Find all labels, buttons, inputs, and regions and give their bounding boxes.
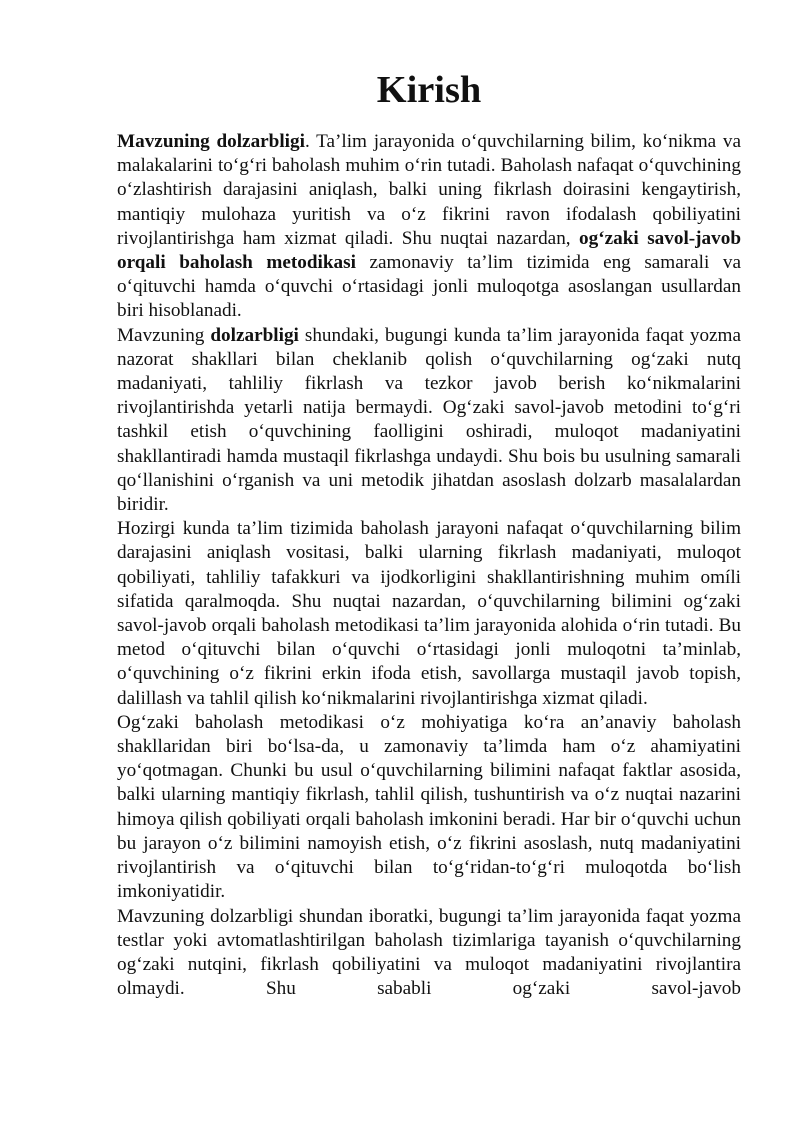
paragraph-5: Mavzuning dolzarbligi shundan iboratki, bugungi ta’lim jarayonida faqat yozma testlar yoki avtomatlashtirilgan baholash tizimlariga tayanish o‘quvchilarning og‘zaki nutqini, fikrlash qobiliyatini va muloqot madaniyatini rivojlantira olmaydi. Shu sababli og‘zaki savol-javob <box>117 905 741 1000</box>
paragraph-2-text-b: shundaki, bugungi kunda ta’lim jarayonida faqat yozma nazorat shakllari bilan cheklanib qolish o‘quvchilarning og‘zaki nutq madaniyati, tahliliy fikrlash va tezkor javob berish ko‘nikmalarini rivojlantirishda yetarli natija bermaydi. Og‘zaki savol-javob metodini to‘g‘ri tashkil etish o‘quvchining faolligini oshiradi, muloqot madaniyatini shakllantiradi hamda mustaqil fikrlashga undaydi. Shu bois bu usulning samarali qo‘llanishini o‘rganish va uni metodik jihatdan asoslash dolzarb masalalardan biridir. <box>117 324 741 516</box>
paragraph-2-bold-term: dolzarbligi <box>210 324 299 346</box>
paragraph-4: Og‘zaki baholash metodikasi o‘z mohiyatiga ko‘ra an’anaviy baholash shakllaridan biri bo‘lsa-da, u zamonaviy ta’limda ham o‘z ahamiyatini yo‘qotmagan. Chunki bu usul o‘quvchilarning bilimini nafaqat faktlar asosida, balki ularning mantiqiy fikrlash, tahlil qilish, tushuntirish va o‘z nuqtai nazarini himoya qilish qobiliyati orqali baholash imkonini beradi. Har bir o‘quvchi uchun bu jarayon o‘z bilimini namoyish etish, o‘z fikrini asoslash, nutq madaniyatini rivojlantirish va o‘qituvchi bilan to‘g‘ridan-to‘g‘ri muloqotda bo‘lish imkoniyatidir. <box>117 711 741 903</box>
paragraph-1-text-b: zamonaviy ta’lim tizimida eng samarali va o‘qituvchi hamda o‘quvchi o‘rtasidagi jonli muloqotga asoslangan usullardan biri hisoblanadi. <box>117 252 741 322</box>
paragraph-1-bold-term: og‘zaki savol-javob orqali baholash metodikasi <box>117 227 742 274</box>
paragraph-2-text-a: Mavzuning <box>117 324 211 346</box>
paragraph-1-text-a: . Ta’lim jarayonida o‘quvchilarning bilim, ko‘nikma va malakalarini to‘g‘ri baholash muhim o‘rin tutadi. Baholash nafaqat o‘quvchining o‘zlashtirish darajasini aniqlash, balki uning fikrlash doirasini kengaytirish, mantiqiy mulohaza yuritish va o‘z fikrini ravon ifodalash qobiliyatini rivojlantirishga ham xizmat qiladi. Shu nuqtai nazardan, <box>117 131 742 249</box>
paragraph-1 <box>117 130 741 324</box>
paragraph-2 <box>117 324 741 518</box>
document-title: Kirish <box>376 69 482 111</box>
paragraph-3: Hozirgi kunda ta’lim tizimida baholash jarayoni nafaqat o‘quvchilarning bilim darajasini aniqlash vositasi, balki ularning fikrlash madaniyati, muloqot qobiliyati, tahliliy tafakkuri va ijodkorligini shakllantirishning muhim omíli sifatida qaralmoqda. Shu nuqtai nazardan, o‘quvchilarning bilimini og‘zaki savol-javob orqali baholash metodikasi ta’lim jarayonida alohida o‘rin tutadi. Bu metod o‘qituvchi bilan o‘quvchi o‘rtasidagi jonli muloqotni ta’minlab, o‘quvchining o‘z fikrini erkin ifoda etish, savollarga mustaqil javob topish, dalillash va tahlil qilish ko‘nikmalarini rivojlantirishga xizmat qiladi. <box>117 518 741 709</box>
paragraph-1-bold-lead: Mavzuning dolzarbligi <box>117 131 305 152</box>
document-body <box>117 69 742 1001</box>
